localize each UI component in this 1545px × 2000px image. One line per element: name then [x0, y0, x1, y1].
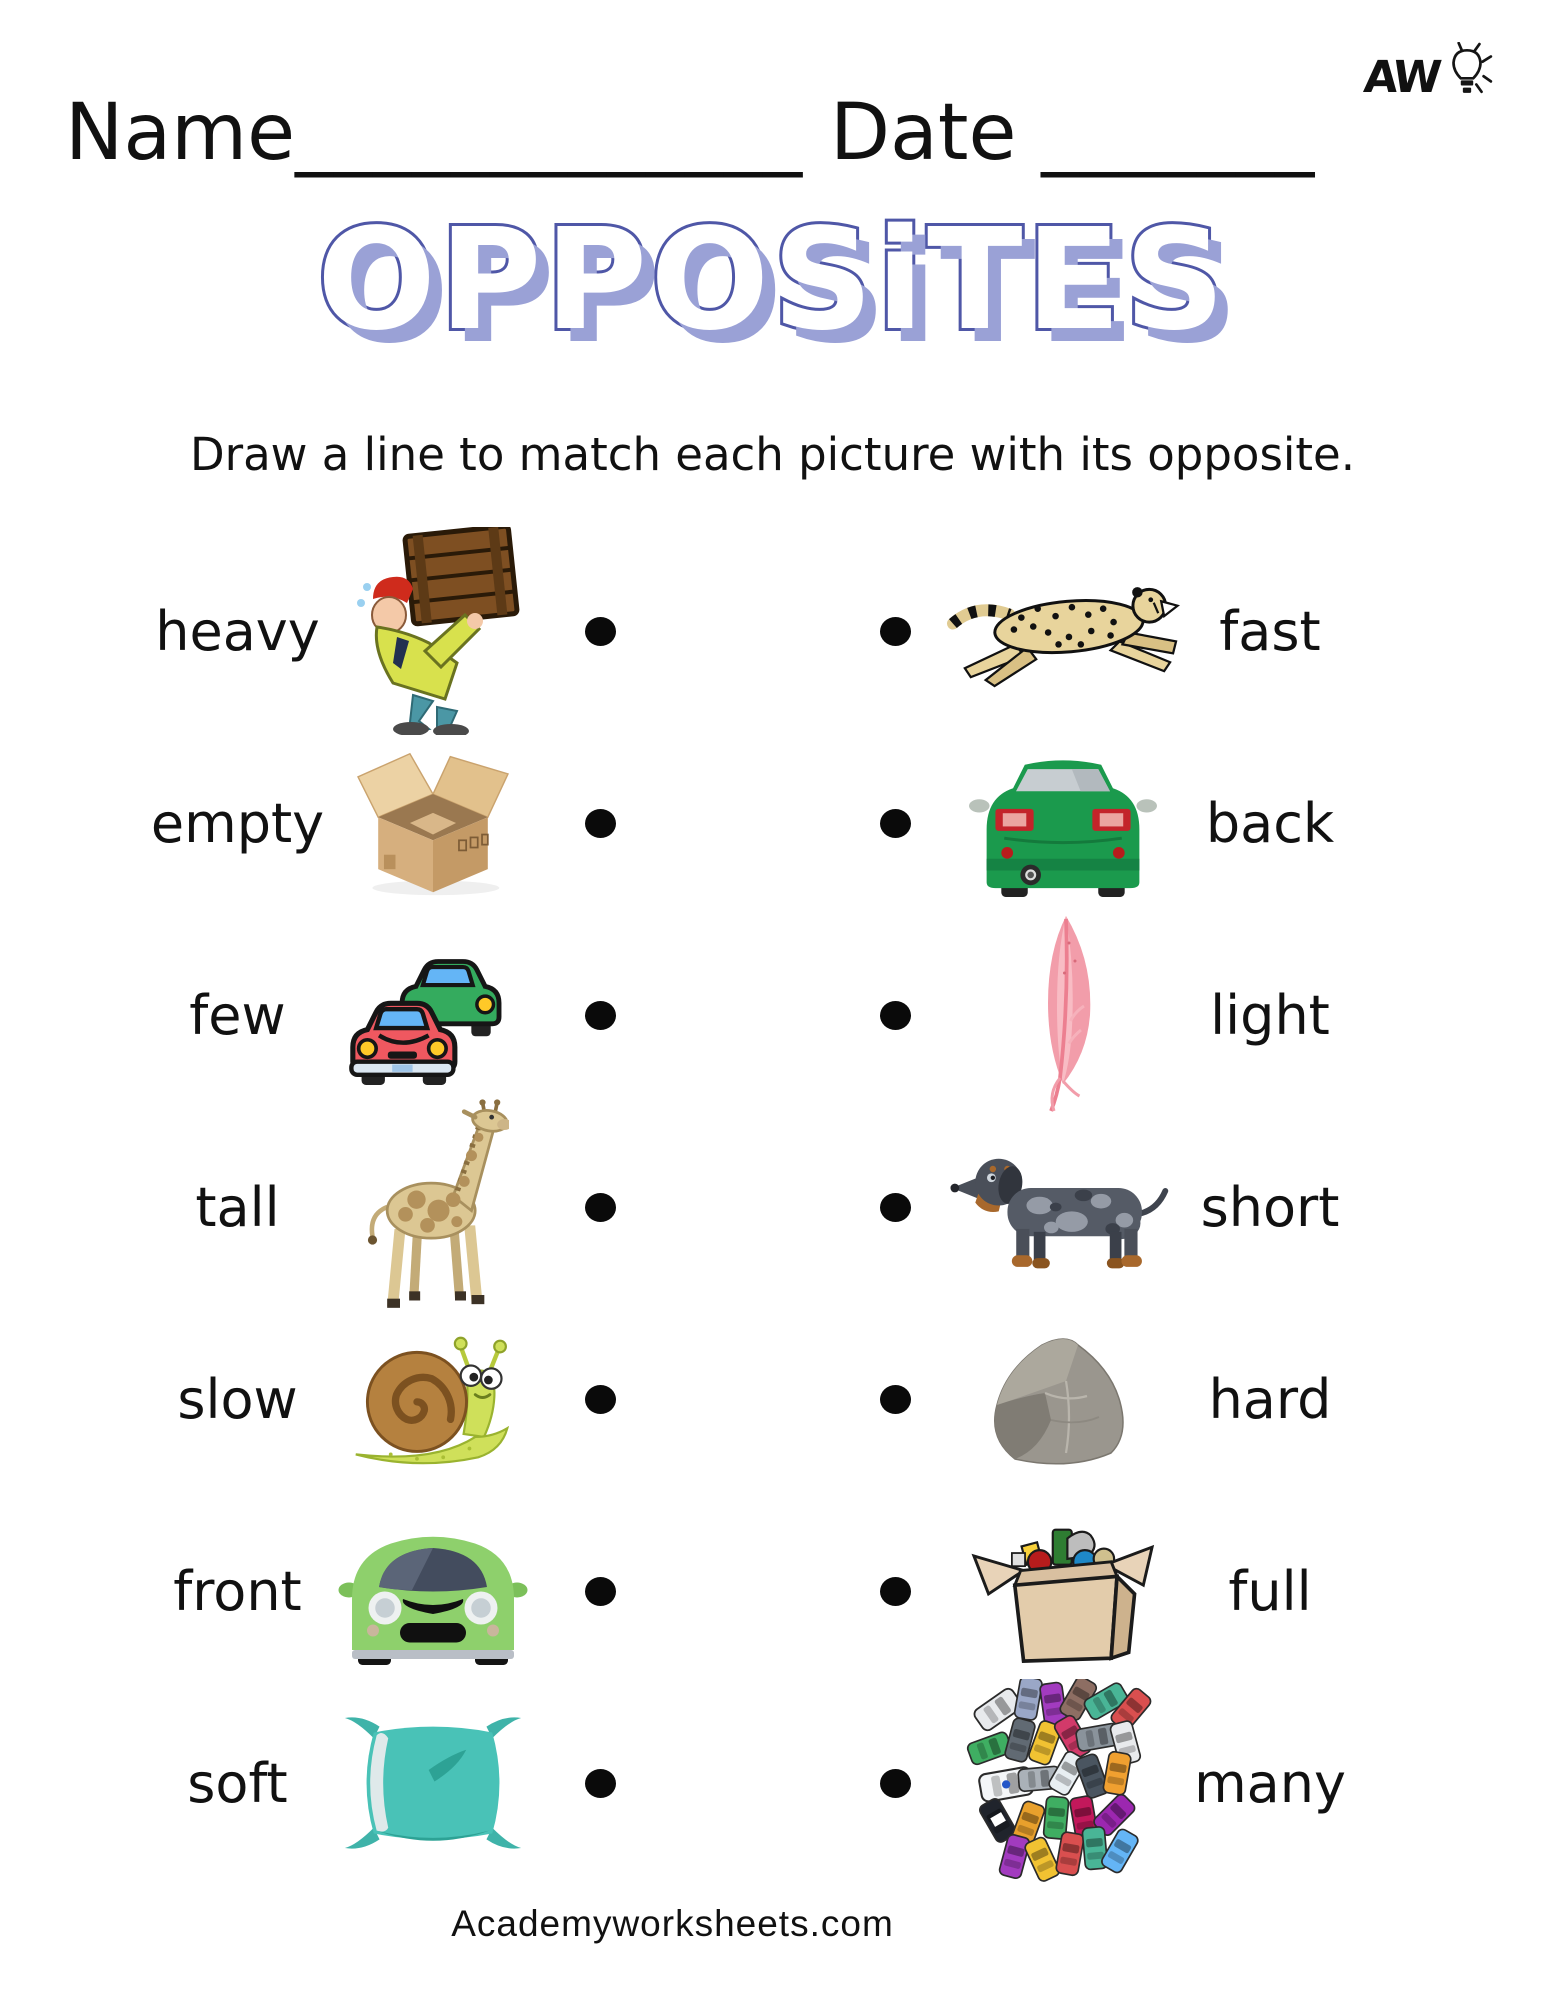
match-row [150, 1687, 1370, 1879]
match-row [150, 1303, 1370, 1495]
name-field-label: Name_____________ [65, 88, 803, 178]
match-dot-right[interactable] [880, 1001, 911, 1030]
date-field-label: Date _______ [830, 88, 1315, 178]
left-word: slow [177, 1367, 298, 1431]
left-word: empty [150, 791, 325, 855]
match-dot-left[interactable] [585, 1577, 616, 1606]
left-word: soft [187, 1751, 288, 1815]
right-word: full [1228, 1559, 1312, 1623]
dachshund-dog-image [949, 1138, 1177, 1276]
logo-text: AW [1362, 52, 1442, 103]
match-dot-right[interactable] [880, 617, 911, 646]
green-car-front-view-image [337, 1512, 529, 1671]
pink-feather-image [1014, 910, 1112, 1120]
gray-rock-image [979, 1330, 1147, 1468]
left-word: tall [195, 1175, 280, 1239]
snail-image [347, 1329, 519, 1469]
right-word: fast [1219, 599, 1321, 663]
box-full-of-toys-image [971, 1512, 1155, 1670]
man-carrying-heavy-crate-image [344, 527, 522, 735]
running-cheetah-image [944, 570, 1182, 692]
lightbulb-icon [1441, 42, 1493, 98]
match-row [150, 727, 1370, 919]
pile-of-toy-cars-image [959, 1679, 1167, 1887]
empty-open-cardboard-box-image [349, 748, 517, 898]
left-word: front [173, 1559, 302, 1623]
page-title: OPPOSiTES [316, 199, 1229, 362]
right-word: back [1205, 791, 1335, 855]
match-dot-right[interactable] [880, 1193, 911, 1222]
two-toy-cars-image [347, 942, 519, 1088]
match-dot-left[interactable] [585, 1769, 616, 1798]
green-car-back-view-image [969, 747, 1157, 900]
match-dot-left[interactable] [585, 809, 616, 838]
right-word: hard [1208, 1367, 1332, 1431]
match-dot-right[interactable] [880, 1769, 911, 1798]
footer-website: Academyworksheets.com [451, 1903, 894, 1944]
match-row [150, 1111, 1370, 1303]
left-word: few [189, 983, 286, 1047]
teal-pillow-image [342, 1712, 524, 1854]
match-dot-left[interactable] [585, 617, 616, 646]
instruction-text: Draw a line to match each picture with its opposite. [189, 428, 1356, 481]
right-word: many [1194, 1751, 1346, 1815]
giraffe-image [357, 1097, 509, 1317]
match-row [150, 919, 1370, 1111]
match-dot-right[interactable] [880, 1385, 911, 1414]
match-row [150, 535, 1370, 727]
match-dot-right[interactable] [880, 1577, 911, 1606]
match-dot-left[interactable] [585, 1001, 616, 1030]
matching-area [150, 535, 1370, 1879]
title-wrap [0, 190, 1545, 372]
right-word: short [1200, 1175, 1340, 1239]
right-word: light [1210, 983, 1330, 1047]
match-dot-right[interactable] [880, 809, 911, 838]
site-logo [1364, 42, 1493, 103]
match-dot-left[interactable] [585, 1193, 616, 1222]
match-row [150, 1495, 1370, 1687]
match-dot-left[interactable] [585, 1385, 616, 1414]
left-word: heavy [155, 599, 320, 663]
